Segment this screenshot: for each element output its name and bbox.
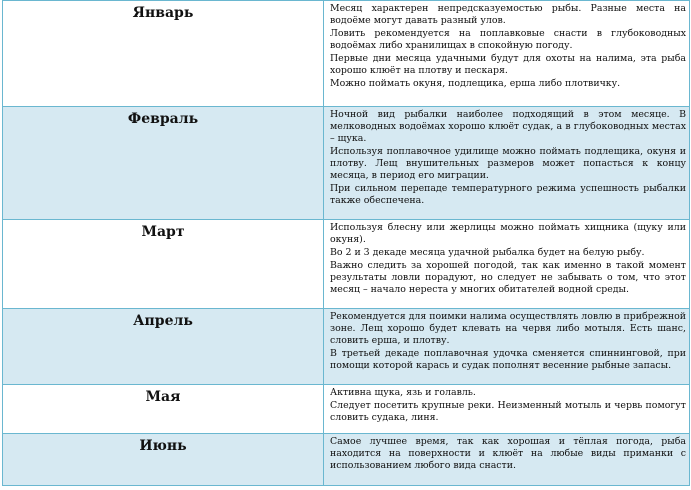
paragraph: Месяц характерен непредсказуемостью рыбы. Разные места на водоёме могут давать разный улов. bbox=[330, 3, 686, 26]
month-cell: Мая bbox=[3, 385, 324, 434]
paragraph: Используя блесну или жерлицы можно поймать хищника (щуку или окуня). bbox=[330, 222, 686, 245]
month-cell: Апрель bbox=[3, 309, 324, 385]
table-row bbox=[3, 385, 690, 434]
table-row bbox=[3, 434, 690, 486]
description-cell bbox=[324, 1, 690, 107]
month-cell: Февраль bbox=[3, 107, 324, 220]
month-cell: Март bbox=[3, 220, 324, 309]
month-cell: Январь bbox=[3, 1, 324, 107]
description-cell bbox=[324, 434, 690, 486]
description-cell bbox=[324, 107, 690, 220]
table-row bbox=[3, 107, 690, 220]
paragraph: Ночной вид рыбалки наиболее подходящий в этом месяце. В мелководных водоёмах хорошо клюёт судак, а в глубоководных местах – щука. bbox=[330, 109, 686, 144]
paragraph: В третьей декаде поплавочная удочка сменяется спиннинговой, при помощи которой карась и судак пополнят весенние рыбные запасы. bbox=[330, 348, 686, 371]
table-row bbox=[3, 220, 690, 309]
paragraph: Рекомендуется для поимки налима осуществлять ловлю в прибрежной зоне. Лещ хорошо будет клевать на червя либо мотыля. Есть шанс, словить ерша, и плотву. bbox=[330, 311, 686, 346]
paragraph: Активна щука, язь и голавль. bbox=[330, 387, 476, 398]
paragraph: Важно следить за хорошей погодой, так как именно в такой момент результаты ловли порадуют, но следует не забывать о том, что этот месяц – начало нереста у многих обитателей водной среды. bbox=[330, 260, 686, 295]
paragraph: Используя поплавочное удилище можно поймать подлещика, окуня и плотву. Лещ внушительных размеров может попасться к концу месяца, в период его миграции. bbox=[330, 146, 686, 181]
description-cell bbox=[324, 385, 690, 434]
month-cell: Июнь bbox=[3, 434, 324, 486]
fishing-calendar-table bbox=[2, 0, 690, 486]
paragraph: Ловить рекомендуется на поплавковые снасти в глубоководных водоёмах либо хранилищах в спокойную погоду. bbox=[330, 28, 686, 51]
paragraph: Можно поймать окуня, подлещика, ерша либо плотвичку. bbox=[330, 78, 621, 89]
paragraph: Первые дни месяца удачными будут для охоты на налима, эта рыба хорошо клюёт на плотву и пескаря. bbox=[330, 53, 686, 76]
paragraph: Самое лучшее время, так как хорошая и тёплая погода, рыба находится на поверхности и клюёт на любые виды приманки с использованием любого вида снасти. bbox=[330, 436, 686, 471]
table-row bbox=[3, 1, 690, 107]
table-row bbox=[3, 309, 690, 385]
paragraph: При сильном перепаде температурного режима успешность рыбалки также обеспечена. bbox=[330, 183, 686, 206]
paragraph: Во 2 и 3 декаде месяца удачной рыбалка будет на белую рыбу. bbox=[330, 247, 645, 258]
description-cell bbox=[324, 309, 690, 385]
paragraph: Следует посетить крупные реки. Неизменный мотыль и червь помогут словить судака, линя. bbox=[330, 400, 686, 423]
description-cell bbox=[324, 220, 690, 309]
